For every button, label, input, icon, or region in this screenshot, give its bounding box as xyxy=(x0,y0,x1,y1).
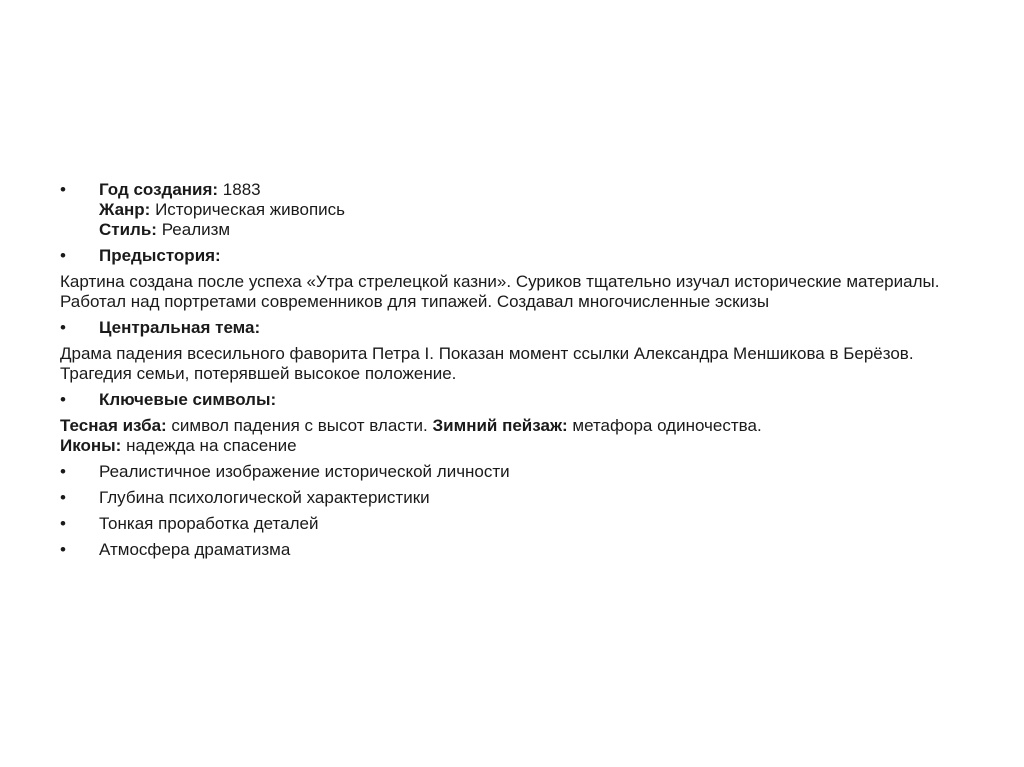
feature-item xyxy=(60,540,970,560)
style-line xyxy=(99,220,970,240)
bullet-marker: • xyxy=(60,514,66,533)
icons-label: Иконы: xyxy=(60,436,122,455)
bullet-marker: • xyxy=(60,540,66,559)
genre-value: Историческая живопись xyxy=(150,200,346,219)
slide-content xyxy=(60,180,970,566)
feature-item xyxy=(60,488,970,508)
style-label: Стиль: xyxy=(99,220,157,239)
theme-bullet xyxy=(60,318,970,338)
year-label: Год создания: xyxy=(99,180,219,199)
symbols-text xyxy=(60,416,970,456)
genre-label: Жанр: xyxy=(99,200,151,219)
winter-text: метафора одиночества. xyxy=(567,416,762,435)
feature-text: Тонкая проработка деталей xyxy=(99,514,319,533)
feature-text: Реалистичное изображение исторической личности xyxy=(99,462,510,481)
style-value: Реализм xyxy=(156,220,231,239)
symbols-bullet xyxy=(60,390,970,410)
theme-heading: Центральная тема: xyxy=(99,318,261,337)
background-heading: Предыстория: xyxy=(99,246,221,265)
bullet-marker: • xyxy=(60,318,66,337)
genre-line xyxy=(99,200,970,220)
winter-label: Зимний пейзаж: xyxy=(432,416,568,435)
symbols-heading: Ключевые символы: xyxy=(99,390,277,409)
theme-text: Драма падения всесильного фаворита Петра I. Показан момент ссылки Александра Меншикова в Берёзов. Трагедия семьи, потерявшей высокое положение. xyxy=(60,344,914,383)
year-value: 1883 xyxy=(218,180,261,199)
icons-text: надежда на спасение xyxy=(121,436,297,455)
hut-text: символ падения с высот власти. xyxy=(166,416,433,435)
hut-label: Тесная изба: xyxy=(60,416,167,435)
background-text: Картина создана после успеха «Утра стрелецкой казни». Суриков тщательно изучал исторические материалы. Работал над портретами современников для типажей. Создавал многочисленные эскизы xyxy=(60,272,940,311)
feature-text: Глубина психологической характеристики xyxy=(99,488,430,507)
bullet-marker: • xyxy=(60,180,66,199)
year-line xyxy=(99,180,970,200)
feature-item xyxy=(60,462,970,482)
feature-item xyxy=(60,514,970,534)
info-bullet xyxy=(60,180,970,240)
symbols-line-1 xyxy=(60,416,970,436)
symbols-line-2 xyxy=(60,436,970,456)
bullet-marker: • xyxy=(60,462,66,481)
bullet-marker: • xyxy=(60,246,66,265)
background-bullet xyxy=(60,246,970,266)
bullet-marker: • xyxy=(60,488,66,507)
bullet-marker: • xyxy=(60,390,66,409)
feature-text: Атмосфера драматизма xyxy=(99,540,291,559)
